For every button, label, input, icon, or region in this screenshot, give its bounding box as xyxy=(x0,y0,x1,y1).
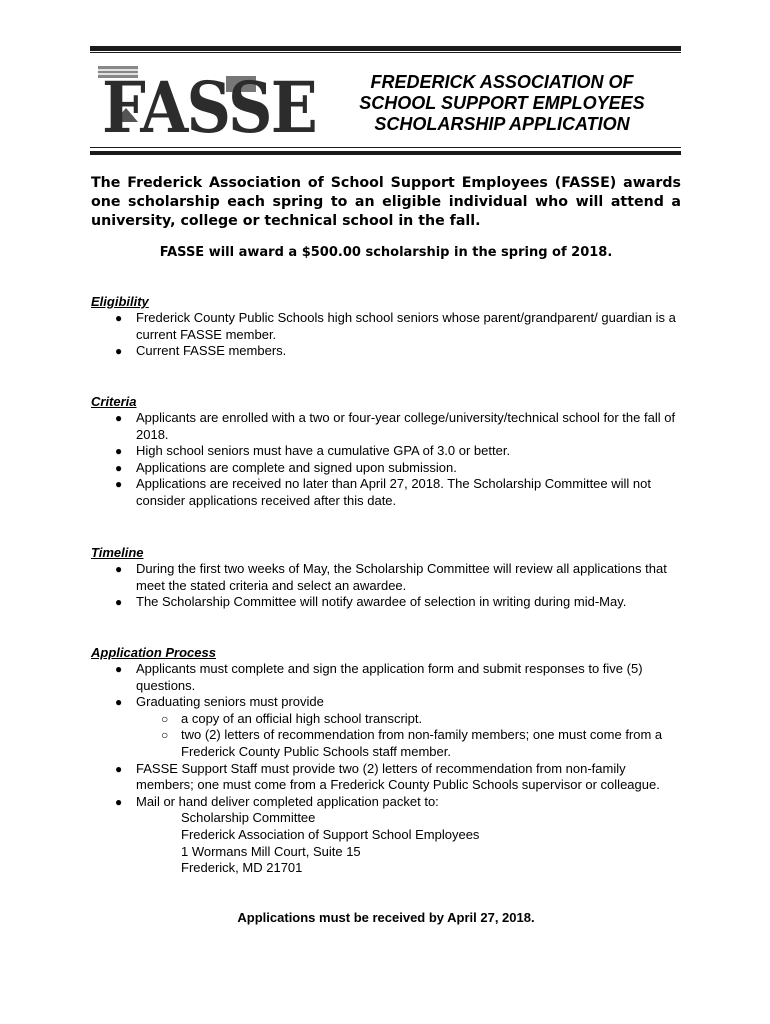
title-line: SCHOOL SUPPORT EMPLOYEES xyxy=(359,93,645,113)
mailing-address xyxy=(136,810,686,876)
page-title xyxy=(352,72,652,135)
bullet-icon: ● xyxy=(115,460,123,475)
title-line: SCHOLARSHIP APPLICATION xyxy=(374,114,630,134)
list-item: ● During the first two weeks of May, the Scholarship Committee will review all applications that meet the stated criteria and select an awardee. xyxy=(115,561,667,593)
list-item: ● Mail or hand deliver completed application packet to: Scholarship Committee Frederick Association of Support School Employees 1 Wormans Mill Court, Suite 15 Frederick, MD 21701 xyxy=(91,794,686,877)
list-item: ● Frederick County Public Schools high school seniors whose parent/grandparent/ guardian is a current FASSE member. xyxy=(115,310,676,342)
list-item: ● FASSE Support Staff must provide two (2) letters of recommendation from non-family members; one must come from a Frederick County Public Schools supervisor or colleague. xyxy=(115,760,660,793)
list-item: ● Applicants must complete and sign the application form and submit responses to five (5) questions. xyxy=(115,661,643,693)
list-item: ● Current FASSE members. xyxy=(115,343,287,359)
logo-text: FASSE xyxy=(102,66,316,138)
top-rule xyxy=(90,46,681,51)
timeline-section xyxy=(91,545,686,611)
bullet-icon: ● xyxy=(115,411,123,425)
fasse-logo xyxy=(96,62,322,138)
list-item: ● Graduating seniors must provide ○ a copy of an official high school transcript. ○ two (2) letters of recommendation from non-family members; one must come from a Frederick County Public Schools staff member. xyxy=(91,694,686,760)
list-item: ● Applicants are enrolled with a two or four-year college/university/technical school for the fall of 2018. xyxy=(115,410,676,442)
list-item: ● Applications are received no later than April 27, 2018. The Scholarship Committee will not consider applications received after this date. xyxy=(115,476,651,508)
address-line: Frederick, MD 21701 xyxy=(181,860,303,876)
list-item: ● High school seniors must have a cumulative GPA of 3.0 or better. xyxy=(115,443,511,459)
intro-paragraph: The Frederick Association of School Support Employees (FASSE) awards one scholarship each spring to an eligible individual who will attend a university, college or technical school in the fall. xyxy=(91,175,681,229)
section-heading: Application Process xyxy=(91,645,216,660)
bullet-icon: ● xyxy=(115,311,123,325)
section-heading: Criteria xyxy=(91,394,137,409)
bullet-icon: ● xyxy=(115,794,123,809)
bullet-icon: ● xyxy=(115,695,123,710)
circle-bullet-icon: ○ xyxy=(161,711,169,726)
bullet-icon: ● xyxy=(115,595,123,610)
sub-list-item: ○ two (2) letters of recommendation from non-family members; one must come from a Frederick County Public Schools staff member. xyxy=(161,727,663,759)
sub-list-item: ○ a copy of an official high school transcript. xyxy=(161,710,423,726)
title-line: FREDERICK ASSOCIATION OF xyxy=(370,72,634,92)
address-line: 1 Wormans Mill Court, Suite 15 xyxy=(181,843,361,859)
bullet-icon: ● xyxy=(115,344,123,359)
eligibility-section xyxy=(91,294,686,360)
list-item: ● Applications are complete and signed upon submission. xyxy=(115,459,457,475)
address-line: Frederick Association of Support School Employees xyxy=(181,826,480,842)
section-heading: Timeline xyxy=(91,545,144,560)
bottom-rule xyxy=(90,151,681,155)
bullet-icon: ● xyxy=(115,562,123,576)
section-heading: Eligibility xyxy=(91,294,149,309)
deadline-notice: Applications must be received by April 27, 2018. xyxy=(237,910,535,925)
bullet-icon: ● xyxy=(115,477,123,492)
award-statement: FASSE will award a $500.00 scholarship in the spring of 2018. xyxy=(159,245,613,260)
criteria-section xyxy=(91,394,686,510)
address-line: Scholarship Committee xyxy=(181,810,316,826)
list-item: ● The Scholarship Committee will notify awardee of selection in writing during mid-May. xyxy=(115,594,627,610)
bullet-icon: ● xyxy=(115,662,123,676)
application-process-section xyxy=(91,645,686,877)
bullet-icon: ● xyxy=(115,761,123,776)
bullet-icon: ● xyxy=(115,444,123,459)
circle-bullet-icon: ○ xyxy=(161,728,169,743)
